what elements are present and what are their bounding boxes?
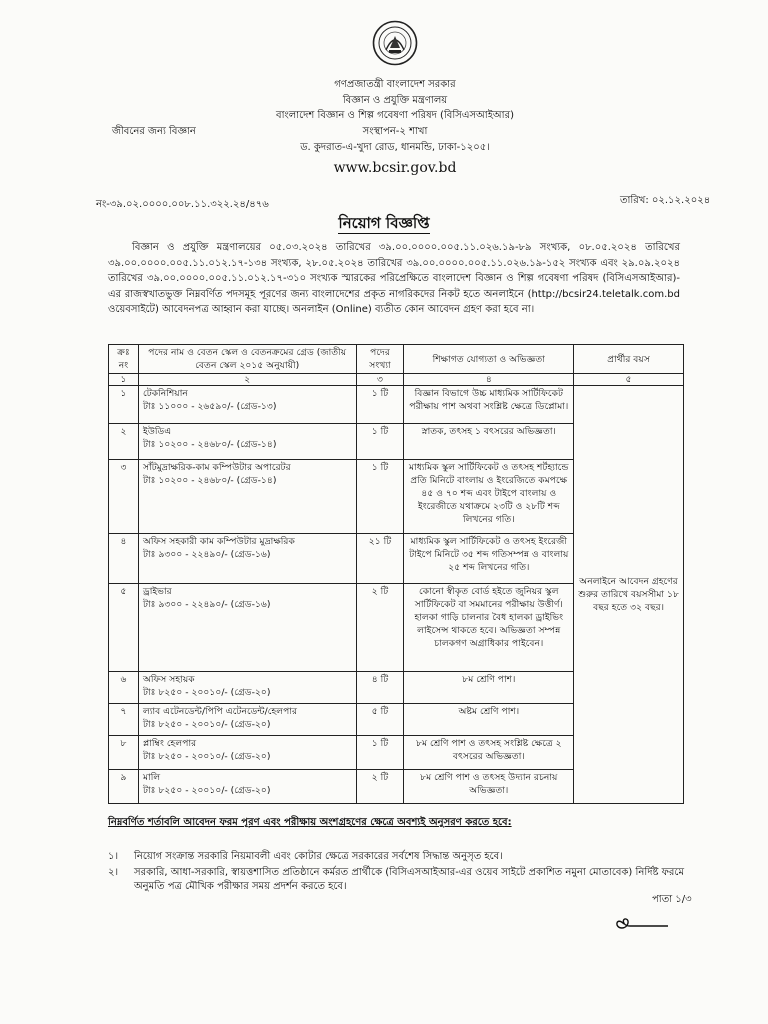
header-qualification: শিক্ষাগত যোগ্যতা ও অভিজ্ঞতা xyxy=(404,345,574,374)
condition-number: ১। xyxy=(108,851,119,862)
header-line-address: ড. কুদরাত-এ-খুদা রোড, ধানমন্ডি, ঢাকা-১২০৫। xyxy=(300,142,490,153)
header-tagline: জীবনের জন্য বিজ্ঞান xyxy=(112,126,196,137)
condition-item xyxy=(108,850,688,864)
header-line-government: গণপ্রজাতন্ত্রী বাংলাদেশ সরকার xyxy=(334,79,456,90)
header-post: পদের নাম ও বেতন স্কেল ও বেতনক্রমের গ্রেড (জাতীয় বেতন স্কেল ২০১৫ অনুযায়ী) xyxy=(138,345,356,374)
header-line-council: বাংলাদেশ বিজ্ঞান ও শিল্প গবেষণা পরিষদ (বিসিএসআইআর) xyxy=(276,110,514,121)
intro-paragraph xyxy=(108,240,680,318)
header-line-ministry: বিজ্ঞান ও প্রযুক্তি মন্ত্রণালয় xyxy=(342,95,448,106)
header-website: www.bcsir.gov.bd xyxy=(333,160,457,176)
table-column-number-row xyxy=(109,374,684,386)
condition-text: সরকারি, আধা-সরকারি, স্বায়ত্তশাসিত প্রতিষ্ঠানে কর্মরত প্রার্থীকে (বিসিএসআইআর-এর ওয়েব সাইটে প্রকাশিত নমুনা মোতাবেক) নির্দিষ্ট ফরমে অনুমতি পত্র মৌখিক পরীক্ষার সময় প্রদর্শন করতে হবে। xyxy=(134,867,685,892)
post-name: মালি xyxy=(142,772,161,783)
row-post xyxy=(138,460,356,534)
post-name: প্লাম্বিং হেলপার xyxy=(142,738,197,749)
col-number: ৪ xyxy=(404,374,574,386)
row-qualification: ৮ম শ্রেণি পাশ ও তৎসহ উদ্যান রচনায় অভিজ্ঞতা। xyxy=(404,770,574,804)
post-name: টেকনিশিয়ান xyxy=(142,388,188,399)
row-qualification: মাধ্যমিক স্কুল সার্টিফিকেট ও তৎসহ ইংরেজী টাইপে মিনিটে ৩৫ শব্দ গতিসম্পন্ন ও বাংলায় ২৫ শব্দ লিখনের গতি। xyxy=(404,534,574,584)
page-title-text: নিয়োগ বিজ্ঞপ্তি xyxy=(338,214,430,232)
table-row xyxy=(109,386,684,424)
condition-text: নিয়োগ সংক্রান্ত সরকারি নিয়মাবলী এবং কোটার ক্ষেত্রে সরকারের সর্বশেষ সিদ্ধান্ত অনুসৃত হবে। xyxy=(134,851,503,862)
row-post xyxy=(138,770,356,804)
post-scale: টাঃ ৮২৫০ - ২০০১০/- (গ্রেড-২০) xyxy=(142,785,271,796)
header-serial: ক্রঃ নং xyxy=(109,345,139,374)
row-qualification: ৮ম শ্রেণি পাশ। xyxy=(404,672,574,704)
row-post xyxy=(138,424,356,460)
page-number: পাতা ১/৩ xyxy=(652,894,692,905)
post-name: অফিস সহায়ক xyxy=(142,674,195,685)
post-scale: টাঃ ১০২০০ - ২৪৬৮০/- (গ্রেড-১৪) xyxy=(142,475,277,486)
row-qualification: ৮ম শ্রেণি পাশ ও তৎসহ সংশ্লিষ্ট ক্ষেত্রে ২ বৎসরের অভিজ্ঞতা। xyxy=(404,736,574,770)
row-post xyxy=(138,534,356,584)
row-count: ৫ টি xyxy=(356,704,404,736)
row-qualification: বিজ্ঞান বিভাগে উচ্চ মাধ্যমিক সার্টিফিকেট পরীক্ষায় পাশ অথবা সংশ্লিষ্ট ক্ষেত্রে ডিপ্লোমা। xyxy=(404,386,574,424)
header-age: প্রার্থীর বয়স xyxy=(574,345,684,374)
post-name: অফিস সহকারী কাম কম্পিউটার মুদ্রাক্ষরিক xyxy=(142,536,295,547)
row-serial: ১ xyxy=(109,386,139,424)
table-header-row xyxy=(109,345,684,374)
row-count: ২ টি xyxy=(356,584,404,672)
row-post xyxy=(138,736,356,770)
post-scale: টাঃ ৮২৫০ - ২০০১০/- (গ্রেড-২০) xyxy=(142,719,271,730)
post-scale: টাঃ ১১০০০ - ২৬৫৯০/- (গ্রেড-১৩) xyxy=(142,401,277,412)
post-scale: টাঃ ৮২৫০ - ২০০১০/- (গ্রেড-২০) xyxy=(142,687,271,698)
memo-date: তারিখ: ০২.১২.২০২৪ xyxy=(620,195,711,206)
row-count: ১ টি xyxy=(356,736,404,770)
row-post xyxy=(138,672,356,704)
post-scale: টাঃ ৮২৫০ - ২০০১০/- (গ্রেড-২০) xyxy=(142,751,271,762)
col-number: ১ xyxy=(109,374,139,386)
memo-number: নং-৩৯.০২.০০০০.০০৮.১১.৩২২.২৪/৪৭৬ xyxy=(96,199,269,210)
row-serial: ৪ xyxy=(109,534,139,584)
header-count: পদের সংখ্যা xyxy=(356,345,404,374)
post-scale: টাঃ ৯৩০০ - ২২৪৯০/- (গ্রেড-১৬) xyxy=(142,599,271,610)
condition-number: ২। xyxy=(108,867,119,878)
post-name: ড্রাইভার xyxy=(142,586,172,597)
row-post xyxy=(138,584,356,672)
header-line-section: সংস্থাপন-২ শাখা xyxy=(362,126,428,137)
condition-item xyxy=(108,866,688,894)
age-limit-cell: অনলাইনে আবেদন গ্রহণের শুরুর তারিখে বয়সসীমা ১৮ বছর হতে ৩২ বছর। xyxy=(574,386,684,804)
bcsir-seal-logo xyxy=(372,20,418,66)
row-qualification: কোনো স্বীকৃত বোর্ড হইতে জুনিয়র স্কুল সার্টিফিকেট বা সমমানের পরীক্ষায় উত্তীর্ণ। হালকা গাড়ি চালনার বৈধ হালকা ড্রাইভিং লাইসেন্স থাকতে হবে। অভিজ্ঞতা সম্পন্ন চালকগণ অগ্রাধিকার পাইবেন। xyxy=(404,584,574,672)
row-count: ২ টি xyxy=(356,770,404,804)
col-number: ৫ xyxy=(574,374,684,386)
row-serial: ৫ xyxy=(109,584,139,672)
post-name: ইউডিএ xyxy=(142,426,172,437)
row-serial: ২ xyxy=(109,424,139,460)
post-name: ল্যাব এটেনডেন্ট/পিপি এটেনডেন্ট/হেলপার xyxy=(142,706,298,717)
row-qualification: স্নাতক, তৎসহ ১ বৎসরের অভিজ্ঞতা। xyxy=(404,424,574,460)
row-qualification: অষ্টম শ্রেণি পাশ। xyxy=(404,704,574,736)
col-number: ২ xyxy=(138,374,356,386)
post-name: সাঁটমুদ্রাক্ষরিক-কাম কম্পিউটার অপারেটর xyxy=(142,462,291,473)
row-count: ১ টি xyxy=(356,424,404,460)
row-qualification: মাধ্যমিক স্কুল সার্টিফিকেট ও তৎসহ শর্টহ্যান্ডে প্রতি মিনিটে বাংলায় ও ইংরেজিতে কমপক্ষে ৪৫ ও ৭০ শব্দ এবং টাইপে বাংলায় ও ইংরেজীতে যথাক্রমে ২৩টি ও ২৮টি শব্দ লিখনের গতি। xyxy=(404,460,574,534)
row-count: ১ টি xyxy=(356,386,404,424)
conditions-heading: নিম্নবর্ণিত শর্তাবলি আবেদন ফরম পূরণ এবং পরীক্ষায় অংশগ্রহণের ক্ষেত্রে অবশ্যই অনুসরণ করতে হবে: xyxy=(108,817,512,828)
row-count: ৪ টি xyxy=(356,672,404,704)
vacancy-table xyxy=(108,344,684,804)
row-serial: ৭ xyxy=(109,704,139,736)
row-serial: ৮ xyxy=(109,736,139,770)
row-serial: ৩ xyxy=(109,460,139,534)
row-count: ১ টি xyxy=(356,460,404,534)
row-post xyxy=(138,386,356,424)
row-serial: ৬ xyxy=(109,672,139,704)
col-number: ৩ xyxy=(356,374,404,386)
row-serial: ৯ xyxy=(109,770,139,804)
post-scale: টাঃ ১০২০০ - ২৪৬৮০/- (গ্রেড-১৪) xyxy=(142,439,277,450)
row-count: ২১ টি xyxy=(356,534,404,584)
intro-text: বিজ্ঞান ও প্রযুক্তি মন্ত্রণালয়ের ০৫.০৩.২০২৪ তারিখের ৩৯.০০.০০০০.০০৫.১১.০২৬.১৯-৮৯ সংখ্যক, ০৮.০৫.২০২৪ তারিখের ৩৯.০০.০০০০.০০৫.১১.০১২.১৭-১৩৪ সংখ্যক, ২৮.০৫.২০২৪ তারিখের ৩৯.০০.০০০০.০০৫.১১.০২৬.১৯-১৫২ সংখ্যক এবং ২৯.০৯.২০২৪ তারিখের ৩৯.০০.০০০০.০০৫.১১.০১২.১৭-৩১০ সংখ্যক স্মারকের পরিপ্রেক্ষিতে বাংলাদেশ বিজ্ঞান ও শিল্প গবেষণা পরিষদ (বিসিএসআইআর)-এর রাজস্বখাতভুক্ত নিম্নবর্ণিত পদসমূহ পূরণের জন্য বাংলাদেশের প্রকৃত নাগরিকদের নিকট হতে অনলাইনে (http://bcsir24.teletalk.com.bd ওয়েবসাইটে) আবেদনপত্র আহ্বান করা যাচ্ছে। অনলাইন (Online) ব্যতীত কোন আবেদন গ্রহণ করা হবে না। xyxy=(108,242,680,315)
row-post xyxy=(138,704,356,736)
post-scale: টাঃ ৯৩০০ - ২২৪৯০/- (গ্রেড-১৬) xyxy=(142,549,271,560)
page-title xyxy=(0,212,768,237)
signature xyxy=(612,910,672,936)
